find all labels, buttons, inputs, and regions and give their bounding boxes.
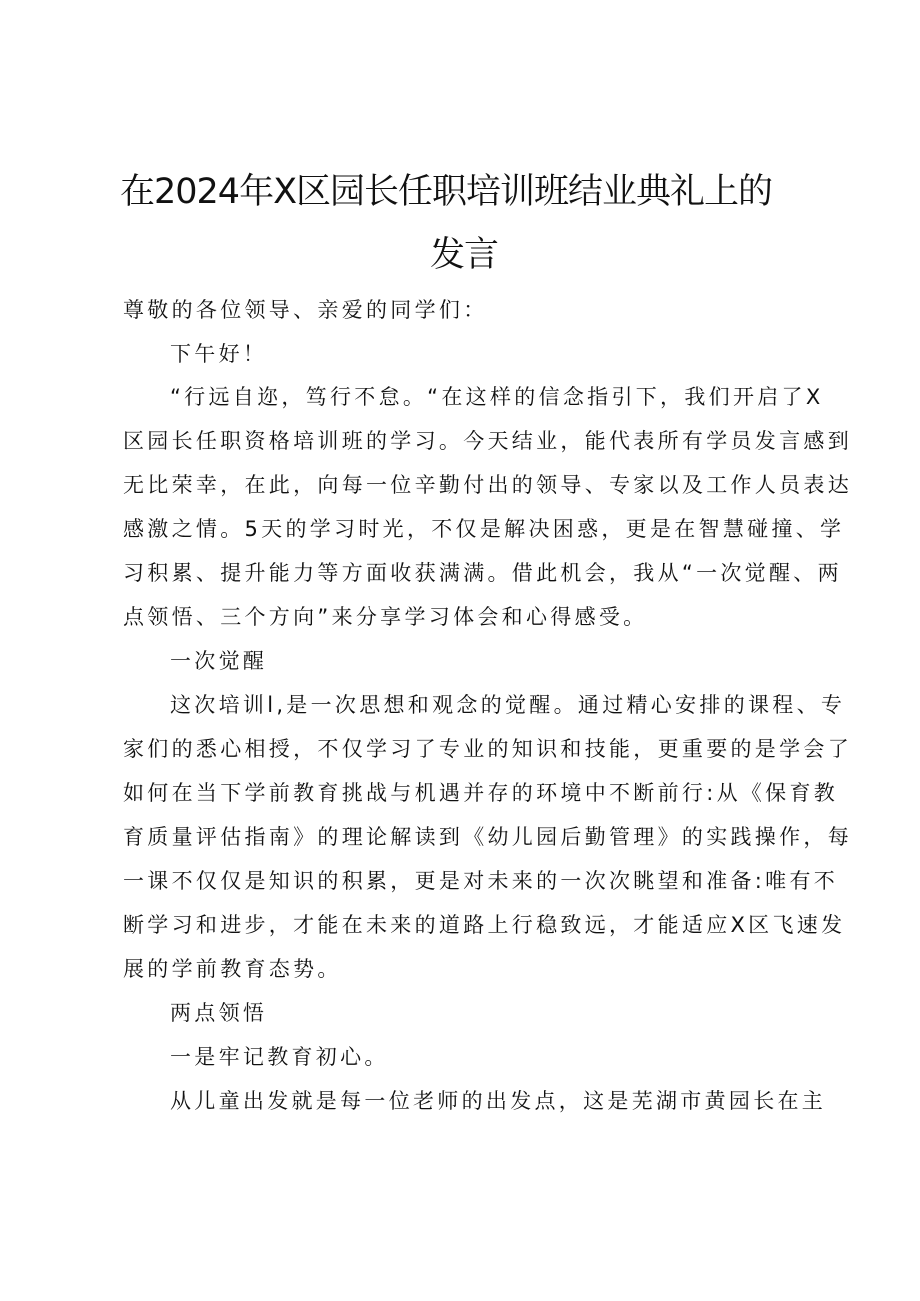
paragraph-2-line-3: 如何在当下学前教育挑战与机遇并存的环境中不断前行:从《保育教	[123, 781, 839, 805]
paragraph-2-line-2: 家们的悉心相授，不仅学习了专业的知识和技能，更重要的是学会了	[123, 737, 852, 761]
paragraph-2-line-4: 育质量评估指南》的理论解读到《幼儿园后勤管理》的实践操作，每	[123, 825, 852, 849]
greeting: 下午好！	[170, 342, 268, 366]
section-heading-insights: 两点领悟	[170, 1001, 268, 1025]
paragraph-2-line-1: 这次培训l,是一次思想和观念的觉醒。通过精心安排的课程、专	[170, 693, 846, 717]
paragraph-2-line-7: 展的学前教育态势。	[123, 957, 342, 981]
paragraph-1-line-5: 习积累、提升能力等方面收获满满。借此机会，我从“一次觉醒、两	[123, 561, 842, 585]
paragraph-1-line-3: 无比荣幸，在此，向每一位辛勤付出的领导、专家以及工作人员表达	[123, 473, 852, 497]
paragraph-3-line-1: 从儿童出发就是每一位老师的出发点，这是芜湖市黄园长在主	[170, 1089, 827, 1113]
document-title-line-1: 在2024年X区园长任职培训班结业典礼上的	[120, 172, 773, 212]
paragraph-1-line-2: 区园长任职资格培训班的学习。今天结业，能代表所有学员发言感到	[123, 429, 852, 453]
paragraph-2-line-6: 断学习和进步，才能在未来的道路上行稳致远，才能适应X区飞速发	[123, 913, 846, 937]
salutation: 尊敬的各位领导、亲爱的同学们：	[123, 298, 488, 322]
paragraph-1-line-1: “行远自迩，笃行不怠。“在这样的信念指引下，我们开启了X	[170, 385, 824, 409]
section-heading-awakening: 一次觉醒	[170, 649, 268, 673]
document-title-line-2: 发言	[430, 235, 499, 275]
paragraph-2-line-5: 一课不仅仅是知识的积累，更是对未来的一次次眺望和准备:唯有不	[123, 869, 839, 893]
paragraph-1-line-6: 点领悟、三个方向”来分享学习体会和心得感受。	[123, 605, 648, 629]
paragraph-1-line-4: 感激之情。5天的学习时光，不仅是解决困惑，更是在智慧碰撞、学	[123, 517, 845, 541]
subheading-original-aspiration: 一是牢记教育初心。	[170, 1045, 389, 1069]
